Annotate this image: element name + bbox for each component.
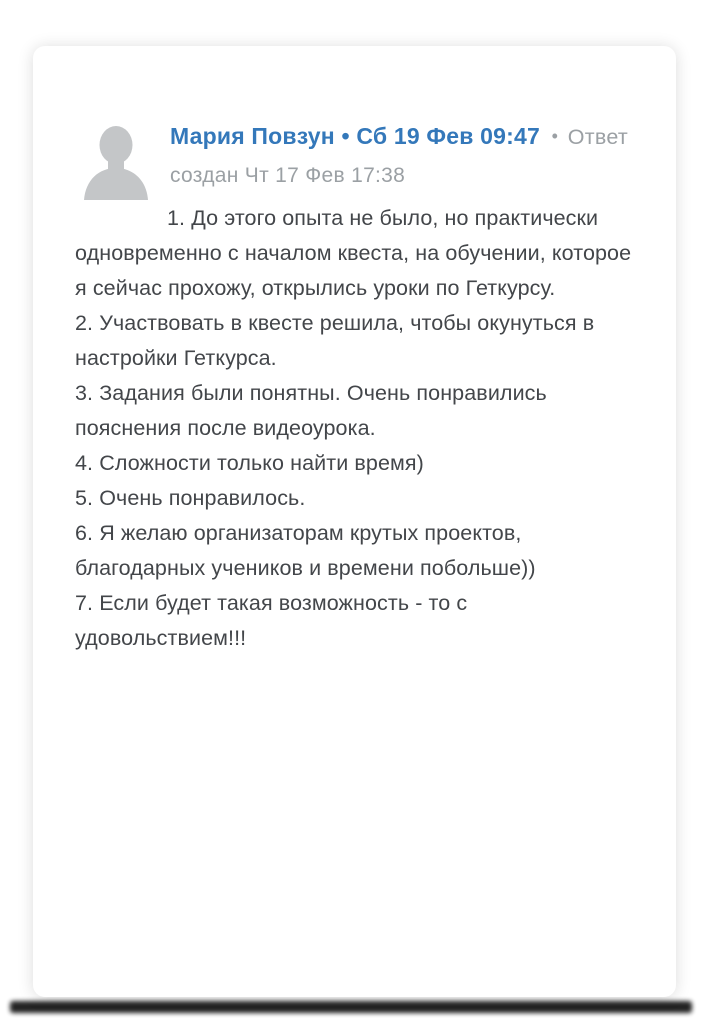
comment-meta (170, 118, 628, 200)
card-drop-shadow (10, 1001, 692, 1013)
author-name-link[interactable]: Мария Повзун (170, 123, 335, 149)
comment-body-line: 4. Сложности только найти время) (75, 451, 424, 475)
person-silhouette-icon (75, 118, 157, 200)
user-avatar[interactable] (75, 118, 157, 200)
reply-link[interactable]: Ответ (567, 125, 629, 149)
comment-card (33, 46, 676, 997)
comment-date: Сб 19 Фев 09:47 (356, 123, 541, 149)
title-dot-separator: • (341, 123, 350, 149)
comment-body-line: 6. Я желаю организаторам крутых проектов, благодарных учеников и времени побольше)) (75, 521, 536, 580)
comment-body-line: 2. Участвовать в квесте решила, чтобы окунуться в настройки Геткурса. (75, 311, 595, 370)
comment-header (75, 118, 634, 200)
comment-body-line: 1. До этого опыта не было, но практически одновременно с началом квеста, на обучении, которое я сейчас прохожу, открылись уроки по Геткурсу. (75, 206, 632, 300)
comment-body-line: 7. Если будет такая возможность - то с удовольствием!!! (75, 591, 468, 650)
created-timestamp: создан Чт 17 Фев 17:38 (170, 164, 406, 187)
meta-dot-separator: • (551, 126, 559, 146)
comment-body-line: 3. Задания были понятны. Очень понравились пояснения после видеоурока. (75, 381, 547, 440)
comment-body (75, 201, 634, 656)
comment-title-line (170, 122, 628, 151)
comment-body-line: 5. Очень понравилось. (75, 486, 306, 510)
